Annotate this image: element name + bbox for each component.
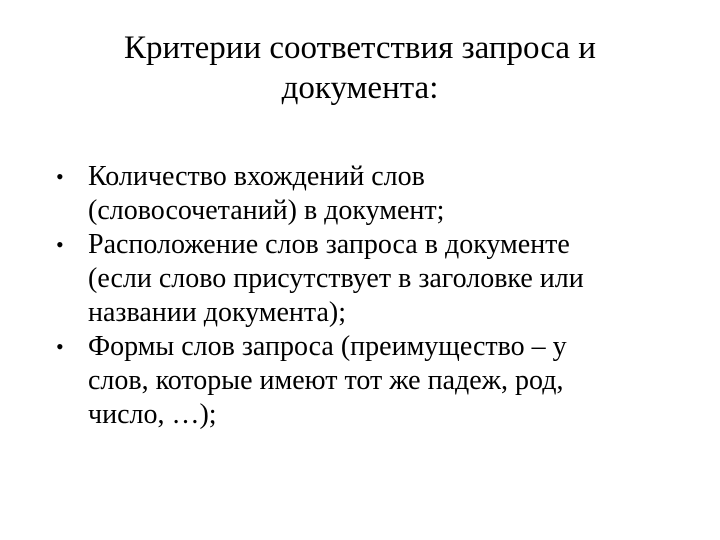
bullet-text-line: слов, которые имеют тот же падеж, род, [88,365,564,396]
title-line-2: документа: [281,70,439,106]
bullet-text-line: Формы слов запроса (преимущество – у [88,331,567,362]
bullet-list [56,160,696,432]
bullet-text-line: число, …); [88,399,217,430]
bullet-icon: • [56,334,64,359]
bullet-text-line: Расположение слов запроса в документе [88,229,570,260]
bullet-text-line: Количество вхождений слов [88,161,425,192]
slide-title [60,28,660,108]
bullet-text-line: названии документа); [88,297,347,328]
bullet-item-word-forms [56,330,696,432]
bullet-text-line: (словосочетаний) в документ; [88,195,445,226]
bullet-item-position [56,228,696,330]
title-line-1: Критерии соответствия запроса и [124,30,596,66]
bullet-icon: • [56,232,64,257]
bullet-item-occurrences [56,160,696,228]
bullet-text-line: (если слово присутствует в заголовке или [88,263,584,294]
bullet-icon: • [56,164,64,189]
